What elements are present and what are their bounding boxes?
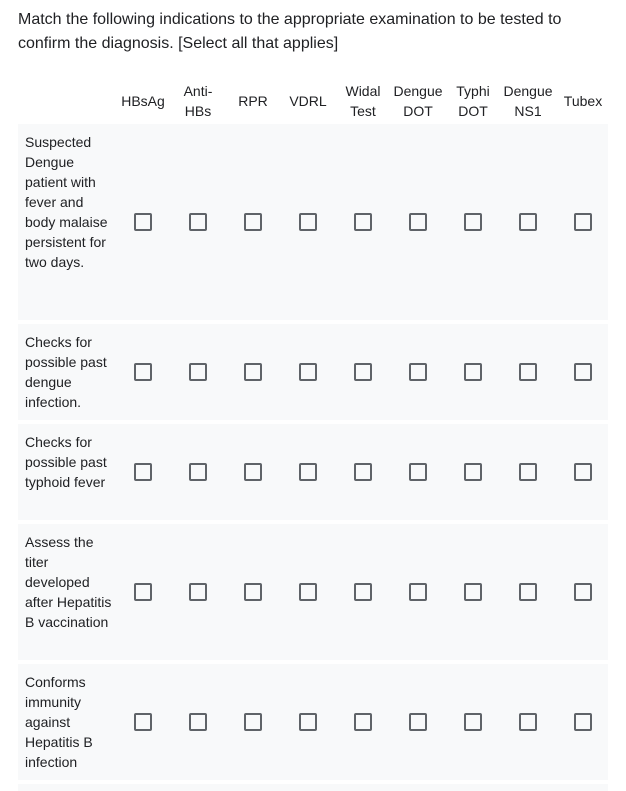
row-label: Checks for possible past typhoid fever [25, 434, 107, 490]
grid-row-suspected-dengue [18, 124, 608, 320]
checkbox-dengue-ns1[interactable] [519, 363, 537, 381]
checkbox-dengue-ns1[interactable] [519, 463, 537, 481]
grid-row-hepb-titer [18, 524, 608, 660]
checkbox-vdrl[interactable] [299, 363, 317, 381]
checkbox-rpr[interactable] [244, 713, 262, 731]
checkbox-widal-test[interactable] [354, 463, 372, 481]
row-label: Checks for possible past dengue infection. [25, 334, 107, 410]
checkbox-typhi-dot[interactable] [464, 463, 482, 481]
checkbox-dengue-dot[interactable] [409, 363, 427, 381]
checkbox-dengue-dot[interactable] [409, 463, 427, 481]
checkbox-dengue-dot[interactable] [409, 213, 427, 231]
checkbox-anti-hbs[interactable] [189, 363, 207, 381]
grid-row-hepb-immunity [18, 664, 608, 780]
grid-row-past-typhoid [18, 424, 608, 520]
checkbox-hbsag[interactable] [134, 213, 152, 231]
column-header-tubex: Tubex [563, 93, 603, 109]
row-label: Assess the titer developed after Hepatitis B vaccination [25, 534, 112, 630]
checkbox-hbsag[interactable] [134, 463, 152, 481]
column-header-dengue-ns1: Dengue NS1 [503, 83, 553, 119]
column-header-rpr: RPR [238, 93, 268, 109]
checkbox-rpr[interactable] [244, 583, 262, 601]
column-header-dengue-dot: Dengue DOT [393, 83, 443, 119]
checkbox-dengue-ns1[interactable] [519, 583, 537, 601]
checkbox-vdrl[interactable] [299, 713, 317, 731]
checkbox-typhi-dot[interactable] [464, 363, 482, 381]
checkbox-vdrl[interactable] [299, 213, 317, 231]
checkbox-dengue-ns1[interactable] [519, 213, 537, 231]
column-header-anti-hbs: Anti- HBs [183, 83, 213, 119]
checkbox-widal-test[interactable] [354, 363, 372, 381]
checkbox-widal-test[interactable] [354, 583, 372, 601]
checkbox-tubex[interactable] [574, 583, 592, 601]
checkbox-tubex[interactable] [574, 713, 592, 731]
checkbox-tubex[interactable] [574, 363, 592, 381]
checkbox-dengue-ns1[interactable] [519, 713, 537, 731]
checkbox-typhi-dot[interactable] [464, 213, 482, 231]
checkbox-hbsag[interactable] [134, 713, 152, 731]
checkbox-anti-hbs[interactable] [189, 463, 207, 481]
column-header-typhi-dot: Typhi DOT [456, 83, 490, 119]
checkbox-anti-hbs[interactable] [189, 713, 207, 731]
row-label: Suspected Dengue patient with fever and body malaise persistent for two days. [25, 134, 108, 270]
checkbox-tubex[interactable] [574, 463, 592, 481]
checkbox-rpr[interactable] [244, 213, 262, 231]
checkbox-anti-hbs[interactable] [189, 213, 207, 231]
question-title: Match the following indications to the appropriate examination to be tested to confirm the diagnosis. [Select all that applies] [18, 11, 562, 52]
checkbox-typhi-dot[interactable] [464, 713, 482, 731]
checkbox-tubex[interactable] [574, 213, 592, 231]
checkbox-vdrl[interactable] [299, 583, 317, 601]
checkbox-rpr[interactable] [244, 363, 262, 381]
checkbox-vdrl[interactable] [299, 463, 317, 481]
row-label: Conforms immunity against Hepatitis B infection [25, 674, 93, 770]
checkbox-dengue-dot[interactable] [409, 583, 427, 601]
column-header-hbsag: HBsAg [121, 93, 165, 109]
checkbox-hbsag[interactable] [134, 583, 152, 601]
grid-row-past-dengue [18, 324, 608, 420]
checkbox-dengue-dot[interactable] [409, 713, 427, 731]
grid-row-next-partial [18, 784, 608, 791]
checkbox-rpr[interactable] [244, 463, 262, 481]
column-header-row [18, 76, 608, 126]
checkbox-widal-test[interactable] [354, 713, 372, 731]
checkbox-anti-hbs[interactable] [189, 583, 207, 601]
checkbox-typhi-dot[interactable] [464, 583, 482, 601]
column-header-widal-test: Widal Test [345, 83, 381, 119]
column-header-vdrl: VDRL [289, 93, 327, 109]
checkbox-hbsag[interactable] [134, 363, 152, 381]
checkbox-widal-test[interactable] [354, 213, 372, 231]
